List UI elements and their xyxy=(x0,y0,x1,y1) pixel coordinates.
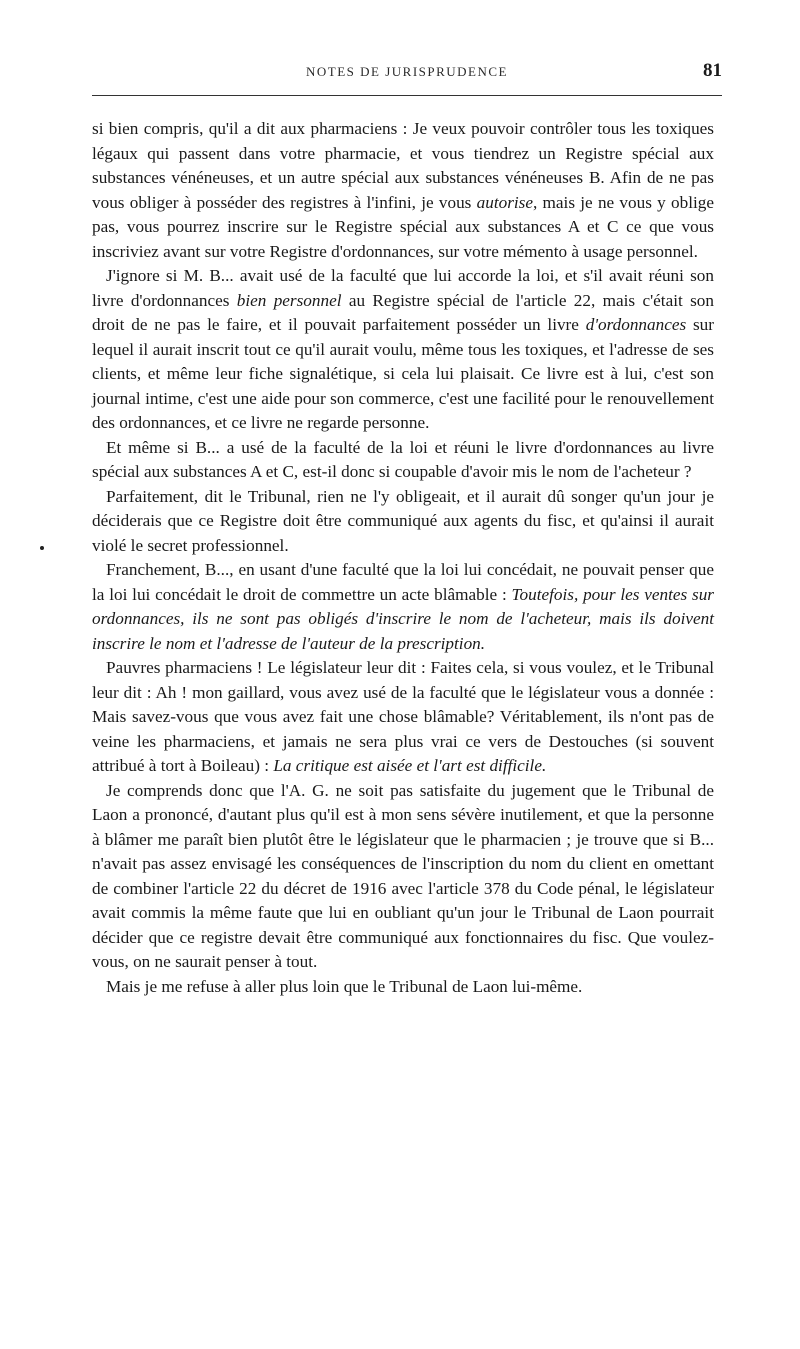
margin-speck xyxy=(40,546,44,550)
text-run: au Registre spécial de l'article 22, mais c'était son droit de ne pas le faire, et il pouvait parfaitement posséder un livre xyxy=(92,290,714,334)
paragraph xyxy=(92,656,714,779)
text-run: J'ignore si M. B... avait usé de la faculté que lui accorde la loi, et s'il avait réuni son livre d'ordonnances xyxy=(92,266,714,310)
paragraph xyxy=(92,436,714,485)
italic-text: Toutefois, pour les ventes sur ordonnances, ils ne sont pas obligés d'inscrire le nom de l'acheteur, mais ils doivent inscrire le nom et l'adresse de l'auteur de la prescription. xyxy=(92,584,714,653)
text-run: Mais je me refuse à aller plus loin que le Tribunal de Laon lui-même. xyxy=(106,976,583,996)
running-title: NOTES DE JURISPRUDENCE xyxy=(305,64,508,79)
body-text xyxy=(92,117,714,999)
italic-text: d'ordonnances xyxy=(585,315,687,334)
italic-text: bien personnel xyxy=(236,290,342,310)
paragraph xyxy=(92,264,714,436)
page-number: 81 xyxy=(703,60,722,81)
text-run: Franchement, B..., en usant d'une faculté que la loi lui concédait, ne pouvait penser que la loi lui concédait le droit de commettre un acte blâmable : xyxy=(92,560,714,604)
italic-text: autorise xyxy=(476,192,533,212)
paragraph xyxy=(92,975,714,1000)
text-run: , mais je ne vous y oblige pas, vous pourrez inscrire sur le Registre spécial aux substances A et C ce que vous inscriviez avant sur votre Registre d'ordonnances, sur votre mémento à usage personnel. xyxy=(92,192,714,261)
text-run: si bien compris, qu'il a dit aux pharmaciens : Je veux pouvoir contrôler tous les toxiques légaux qui passent dans votre pharmacie, et vous tiendrez un Registre spécial aux substances vénéneuses, et un autre spécial aux substances vénéneuses B. Afin de ne pas vous obliger à posséder des registres à l'infini, je vous xyxy=(92,119,714,212)
italic-text: La critique est aisée et l'art est difficile. xyxy=(273,756,547,775)
text-run: Et même si B... a usé de la faculté de la loi et réuni le livre d'ordonnances au livre spécial aux substances A et C, est-il donc si coupable d'avoir mis le nom de l'acheteur ? xyxy=(92,437,714,481)
header-rule xyxy=(92,95,722,96)
running-head xyxy=(92,60,722,92)
text-run: sur lequel il aurait inscrit tout ce qu'il aurait voulu, même tous les toxiques, et l'adresse de ses clients, et même leur fiche signalétique, si cela lui plaisait. Ce livre est à lui, c'est son journal intime, c'est une aide pour son commerce, c'est une facilité pour le renouvellement des ordonnances, et ce livre ne regarde personne. xyxy=(92,315,714,432)
paragraph xyxy=(92,558,714,656)
paragraph xyxy=(92,485,714,559)
text-run: Je comprends donc que l'A. G. ne soit pas satisfaite du jugement que le Tribunal de Laon a prononcé, d'autant plus qu'il est à mon sens sévère inutilement, et que la personne à blâmer me paraît bien plutôt être le législateur que le pharmacien ; je trouve que si B... n'avait pas assez envisagé les conséquences de l'inscription du nom du client en omettant de combiner l'article 22 du décret de 1916 avec l'article 378 du Code pénal, le législateur avait commis la même faute que lui en oubliant qu'un jour le Tribunal de Laon pourrait décider que ce registre devait être communiqué aux fonctionnaires du fisc. Que voulez-vous, on ne saurait penser à tout. xyxy=(92,780,714,971)
paragraph xyxy=(92,117,714,264)
paragraph xyxy=(92,779,714,975)
text-run: Parfaitement, dit le Tribunal, rien ne l'y obligeait, et il aurait dû songer qu'un jour je déciderais que ce Registre doit être communiqué aux agents du fisc, et qu'ainsi il aurait violé le secret professionnel. xyxy=(92,486,714,555)
text-run: Pauvres pharmaciens ! Le législateur leur dit : Faites cela, si vous voulez, et le Tribunal leur dit : Ah ! mon gaillard, vous avez usé de la faculté que le législateur vous a donnée : Mais savez-vous que vous avez fait une chose blâmable? Véritablement, ils n'ont pas de veine les pharmaciens, et jamais ne sera plus vrai ce vers de Destouches (si souvent attribué à tort à Boileau) : xyxy=(92,658,714,775)
